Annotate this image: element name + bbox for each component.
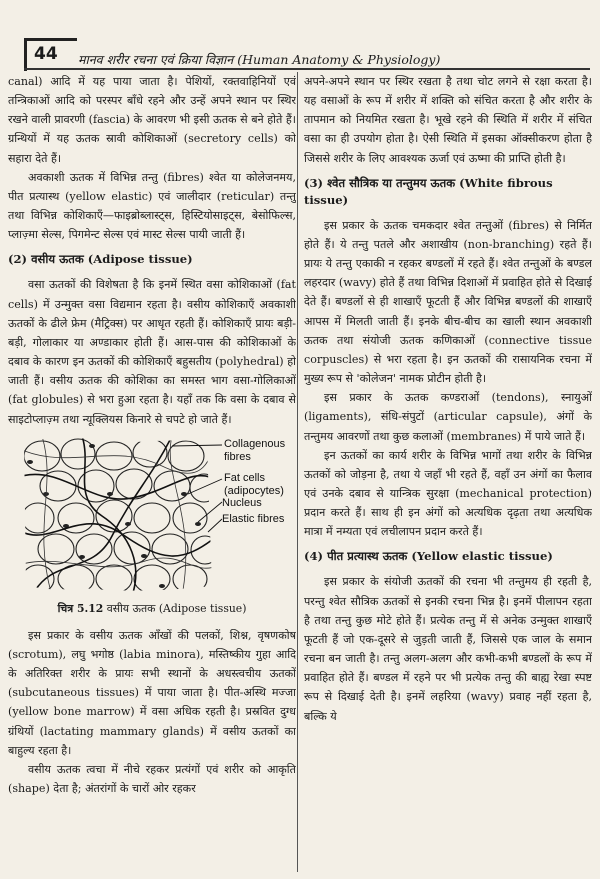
section-heading-white-fibrous: (3) श्वेत सौत्रिक या तन्तुमय ऊतक (White fibrous tissue) — [304, 175, 553, 207]
header-rule — [24, 68, 590, 70]
caption-text: वसीय ऊतक (Adipose tissue) — [106, 601, 247, 615]
paragraph: इस प्रकार के संयोजी ऊतकों की रचना भी तन्तुमय ही रहती है, परन्तु श्वेत सौत्रिक ऊतकों से इनकी रचना भिन्न है। इनमें पीलापन रहता है तथा तन्तु कुछ मोटे होते हैं। प्रत्येक तन्तु में से अनेक उन्मुक्त शाखाएँ फूटती हैं जो एक-दूसरे से जुड़ती जाती हैं, जिससे एक जाल के समान रचना बन जाती है। तन्तु अलग-अलग और कभी-कभी बण्डलों के रूप में प्रवाहित होते हैं। बण्डल में रहने पर भी प्रत्येक तन्तु की बाह्य रेखा स्पष्ट रूप से दिखाई देती है। इनमें लहरिया (wavy) प्रवाह नहीं रहता है, बल्कि ये — [304, 575, 592, 723]
label-adipocytes: (adipocytes) — [224, 484, 284, 497]
label-nucleus: Nucleus — [222, 496, 262, 509]
page-number: 44 — [34, 44, 58, 64]
left-column — [8, 72, 296, 876]
paragraph: वसा ऊतकों की विशेषता है कि इनमें स्थित वसा कोशिकाओं (fat cells) में उन्मुक्त वसा विद्यमान रहता है। वसीय कोशिकाएँ अवकाशी ऊतकों के ढीले फ्रेम (मैट्रिक्स) पर आधृत रहती हैं। कोशिकाएँ प्रायः बड़ी-बड़ी, गोलाकार या अण्डाकार होती हैं। आस-पास की कोशिकाओं के दबाव के कारण इन ऊतकों की कोशिकाएँ बहुसतीय (polyhedral) हो जाती हैं। वसीय ऊतक की कोशिका का समस्त भाग वसा-गोलिकाओं (fat globules) से भरा हुआ रहता है। यहाँ तक कि वसा के दबाव से साइटोप्लाज़्म तथा न्यूक्लियस किनारे से चपटे हो जाते हैं। — [8, 278, 296, 426]
paragraph: इस प्रकार के वसीय ऊतक आँखों की पलकों, शिश्न, वृषणकोष (scrotum), लघु भगोष्ठ (labia minora), मस्तिष्कीय गुहा आदि के अतिरिक्त शरीर के प्रायः सभी स्थानों के अधस्त्वचीय ऊतकों (subcutaneous tissues) में पाया जाता है। पीत-अस्थि मज्जा (yellow bone marrow) में वसा अधिक रहती है। प्रस्रवित दुग्ध ग्रंथियों (lactating mammary glands) में वसीय ऊतकों का बाहुल्य रहता है। — [8, 628, 296, 757]
caption-number: चित्र 5.12 — [57, 601, 104, 615]
paragraph: इन ऊतकों का कार्य शरीर के विभिन्न भागों तथा शरीर के विभिन्न ऊतकों को जोड़ना है, तथा ये जहाँ भी रहते हैं, वहाँ उन अंगों का फैलाव एवं उनके दबाव से यान्त्रिक सुरक्षा (mechanical protection) प्रदान करते हैं। साथ ही इन अंगों को अत्यधिक दृढ़ता तथा अत्यधिक मात्रा में नम्यता एवं लचीलापन प्रदान करते हैं। — [304, 448, 592, 539]
label-fat-cells: Fat cells — [224, 471, 265, 484]
paragraph: वसीय ऊतक त्वचा में नीचे रहकर प्रत्यंगों एवं शरीर को आकृति (shape) देता है; अंतरांगों के चारों ओर रहकर — [8, 762, 296, 796]
column-divider — [297, 72, 298, 872]
paragraph: इस प्रकार के ऊतक चमकदार श्वेत तन्तुओं (fibres) से निर्मित होते हैं। ये तन्तु पतले और अशाखीय (non-branching) रहते हैं। प्रायः ये तन्तु एकाकी न रहकर बण्डलों में रहते हैं। श्वेत तन्तुओं के बण्डल लहरदार (wavy) होते हैं तथा विभिन्न दिशाओं में प्रवाहित होते से दिखाई देते हैं। बण्डलों से ही शाखाएँ फूटती हैं और विभिन्न बण्डलों की शाखाएँ आपस में मिलती जाती हैं। इनके बीच-बीच का खाली स्थान अवकाशी ऊतक तथा संयोजी ऊतक कणिकाओं (connective tissue corpuscles) से भरा रहता है। इन ऊतकों की रासायनिक रचना में मुख्य रूप से 'कोलेजन' नामक प्रोटीन होती है। — [304, 218, 592, 386]
running-head: मानव शरीर रचना एवं क्रिया विज्ञान (Human Anatomy & Physiology) — [78, 52, 441, 67]
right-column — [304, 72, 592, 876]
paragraph: अवकाशी ऊतक में विभिन्न तन्तु (fibres) श्वेत या कोलेजनमय, पीत प्रत्यास्थ (yellow elastic) एवं जालीदार (reticular) तन्तु तथा विभिन्न कोशिकाएँ—फाइब्रोब्लास्ट्स, हिस्टियोसाइट्स, बेसोफिल्स, प्लाज़्मा सेल्स, पिगमेन्ट सेल्स एवं मास्ट सेल्स पायी जाती हैं। — [8, 170, 296, 242]
paragraph: इस प्रकार के ऊतक कण्डराओं (tendons), स्नायुओं (ligaments), संधि-संपुटों (articular capsule), अंगों के तन्तुमय आवरणों तथा कुछ कलाओं (membranes) में पाये जाते हैं। — [304, 391, 592, 443]
section-heading-adipose: (2) वसीय ऊतक (Adipose tissue) — [8, 252, 193, 267]
figure-adipose-tissue — [8, 432, 296, 597]
paragraph: अपने-अपने स्थान पर स्थिर रखता है तथा चोट लगने से रक्षा करता है। यह वसाओं के रूप में शरीर में शक्ति को संचित करता है और शरीर के तापमान को नियमित रखता है। भूखे रहने की स्थिति में शरीर में संचित वसा का ही उपयोग होता है। ऐसी स्थिति में इसका ऑक्सीकरण होता है जिससे शरीर के लिए आवश्यक ऊर्जा एवं ऊष्मा की प्राप्ति होती है। — [304, 75, 592, 165]
label-collagenous: Collagenous — [224, 437, 286, 450]
page-header — [0, 0, 600, 70]
paragraph: canal) आदि में यह पाया जाता है। पेशियों, रक्तवाहिनियों एवं तन्त्रिकाओं आदि को परस्पर बाँधे रहने और उन्हें अपने स्थान पर स्थिर रखने वाली प्रावरणी (fascia) के आवरण भी इसी ऊतक से बने होते हैं। ग्रन्थियों में यह ऊतक स्रावी कोशिकाओं (secretory cells) को सहारा देते हैं। — [8, 75, 296, 165]
label-elastic-fibres: Elastic fibres — [222, 512, 285, 525]
section-heading-yellow-elastic: (4) पीत प्रत्यास्थ ऊतक (Yellow elastic tissue) — [304, 549, 553, 564]
label-fibres: fibres — [224, 450, 251, 463]
figure-caption — [8, 599, 296, 618]
